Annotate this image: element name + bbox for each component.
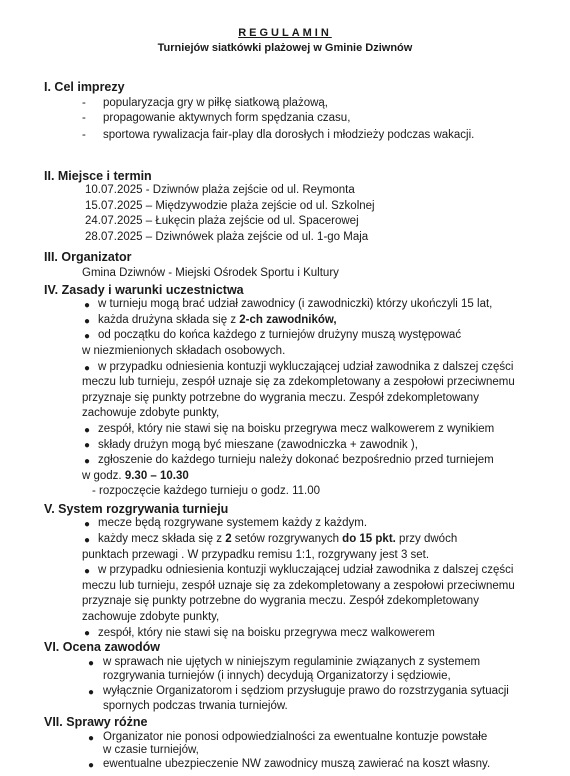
rules-line-5: w przypadku odniesienia kontuzji wykluczającej udział zawodnika z dalszej części: [98, 360, 514, 373]
bullet-marker: ●: [84, 519, 91, 531]
evaluation-line-1: w sprawach nie ujętych w niniejszym regulaminie związanych z systemem: [103, 655, 481, 668]
rules-line-2-text: każda drużyna składa się z: [98, 313, 240, 326]
system-line-6: przyznaje się punkty potrzebne do wygrania meczu. Zespół zdekompletowany: [82, 595, 479, 608]
misc-line-2: w czasie turniejów,: [103, 744, 199, 757]
rules-line-1: w turnieju mogą brać udział zawodnicy (i zawodniczki) którzy ukończyli 15 lat,: [98, 298, 493, 311]
rules-line-2: [98, 314, 337, 326]
bullet-marker: ●: [84, 300, 91, 312]
system-line-2-a: każdy mecz składa się z: [98, 533, 226, 545]
system-line-7: zachowuje zdobyte punkty,: [82, 610, 220, 623]
evaluation-line-4: spornych podczas trwania turniejów.: [103, 699, 288, 712]
system-line-2-e: przy dwóch: [395, 533, 458, 545]
goal-item-2: propagowanie aktywnych form spędzania czasu,: [103, 112, 351, 125]
dash-marker: -: [82, 96, 86, 109]
bullet-marker: ●: [84, 315, 91, 327]
schedule-line-1: 10.07.2025 - Dziwnów plaża zejście od ul. Reymonta: [85, 184, 355, 197]
section-4-heading: IV. Zasady i warunki uczestnictwa: [44, 282, 244, 297]
rules-line-10: składy drużyn mogą być mieszane (zawodniczka + zawodnik ),: [98, 438, 418, 451]
rules-line-12-text: w godz.: [82, 469, 125, 482]
bullet-marker: ●: [84, 628, 91, 640]
rules-line-4: w niezmienionych składach osobowych.: [82, 344, 286, 357]
rules-line-9: zespół, który nie stawi się na boisku przegrywa mecz walkowerem z wynikiem: [98, 422, 495, 435]
rules-line-11: zgłoszenie do każdego turnieju należy dokonać bezpośrednio przed turniejem: [98, 454, 494, 467]
system-line-8: zespół, który nie stawi się na boisku przegrywa mecz walkowerem: [98, 626, 435, 639]
bullet-marker: ●: [88, 732, 95, 744]
bullet-marker: ●: [88, 686, 95, 698]
evaluation-line-2: rozgrywania turniejów (i innych) decydują Organizatorzy i sędziowie,: [103, 670, 451, 683]
rules-line-2-bold: 2-ch zawodników,: [239, 313, 337, 326]
schedule-line-2: 15.07.2025 – Międzywodzie plaża zejście od ul. Szkolnej: [85, 199, 375, 212]
system-line-2-c: setów rozgrywanych: [231, 533, 343, 545]
document-title: REGULAMIN: [238, 27, 332, 39]
bullet-marker: ●: [84, 440, 91, 452]
goal-item-3: sportowa rywalizacja fair-play dla dorosłych i młodzieży podczas wakacji.: [103, 128, 475, 141]
rules-line-6: meczu lub turnieju, zespół uznaje się za zdekompletowany a zespołowi przeciwnemu: [82, 376, 515, 389]
misc-line-1: Organizator nie ponosi odpowiedzialności za ewentualne kontuzje powstałe: [103, 730, 488, 743]
rules-line-8: zachowuje zdobyte punkty,: [82, 407, 220, 420]
system-line-5: meczu lub turnieju, zespół uznaje się za zdekompletowany a zespołowi przeciwnemu: [82, 579, 515, 592]
bullet-marker: ●: [84, 362, 91, 374]
bullet-marker: ●: [88, 657, 95, 669]
section-7-heading: VII. Sprawy różne: [44, 715, 148, 730]
section-5-heading: V. System rozgrywania turnieju: [44, 501, 229, 516]
evaluation-line-3: wyłącznie Organizatorom i sędziom przysługuje prawo do rozstrzygania sytuacji: [103, 684, 509, 697]
schedule-line-4: 28.07.2025 – Dziwnówek plaża zejście od ul. 1-go Maja: [85, 231, 369, 243]
rules-line-13: - rozpoczęcie każdego turnieju o godz. 11.00: [92, 485, 321, 498]
bullet-marker: ●: [84, 456, 91, 468]
bullet-marker: ●: [84, 534, 91, 546]
rules-line-12-bold: 9.30 – 10.30: [124, 469, 189, 482]
goal-item-1: popularyzacja gry w piłkę siatkową plażową,: [103, 96, 328, 109]
dash-marker: -: [82, 112, 86, 125]
system-line-1: mecze będą rozgrywane systemem każdy z każdym.: [98, 517, 368, 530]
bullet-marker: ●: [84, 331, 91, 343]
system-line-2-b: 2: [225, 533, 232, 545]
schedule-line-3: 24.07.2025 – Łukęcin plaża zejście od ul. Spacerowej: [85, 215, 359, 228]
system-line-4: w przypadku odniesienia kontuzji wykluczającej udział zawodnika z dalszej części: [98, 564, 514, 577]
document-subtitle: Turniejów siatkówki plażowej w Gminie Dziwnów: [157, 42, 413, 54]
section-1-heading: I. Cel imprezy: [44, 80, 125, 94]
dash-marker: -: [82, 128, 86, 141]
misc-line-3: ewentualne ubezpieczenie NW zawodnicy muszą zawierać na koszt własny.: [103, 758, 491, 771]
section-2-heading: II. Miejsce i termin: [44, 168, 152, 183]
bullet-marker: ●: [88, 760, 95, 771]
bullet-marker: ●: [84, 424, 91, 436]
bullet-marker: ●: [84, 566, 91, 578]
rules-line-3: od początku do końca każdego z turniejów drużyny muszą występować: [98, 329, 462, 342]
rules-line-7: przyznaje się punkty potrzebne do wygrania meczu. Zespół zdekompletowany: [82, 391, 479, 404]
rules-line-12: [82, 470, 189, 482]
organizer-line: Gmina Dziwnów - Miejski Ośrodek Sportu i Kultury: [82, 267, 339, 280]
system-line-2: [98, 533, 457, 545]
section-3-heading: III. Organizator: [44, 250, 132, 265]
system-line-3: punktach przewagi . W przypadku remisu 1:1, rozgrywany jest 3 set.: [82, 548, 430, 561]
section-6-heading: VI. Ocena zawodów: [44, 640, 160, 655]
system-line-2-d: do 15 pkt.: [342, 533, 396, 545]
